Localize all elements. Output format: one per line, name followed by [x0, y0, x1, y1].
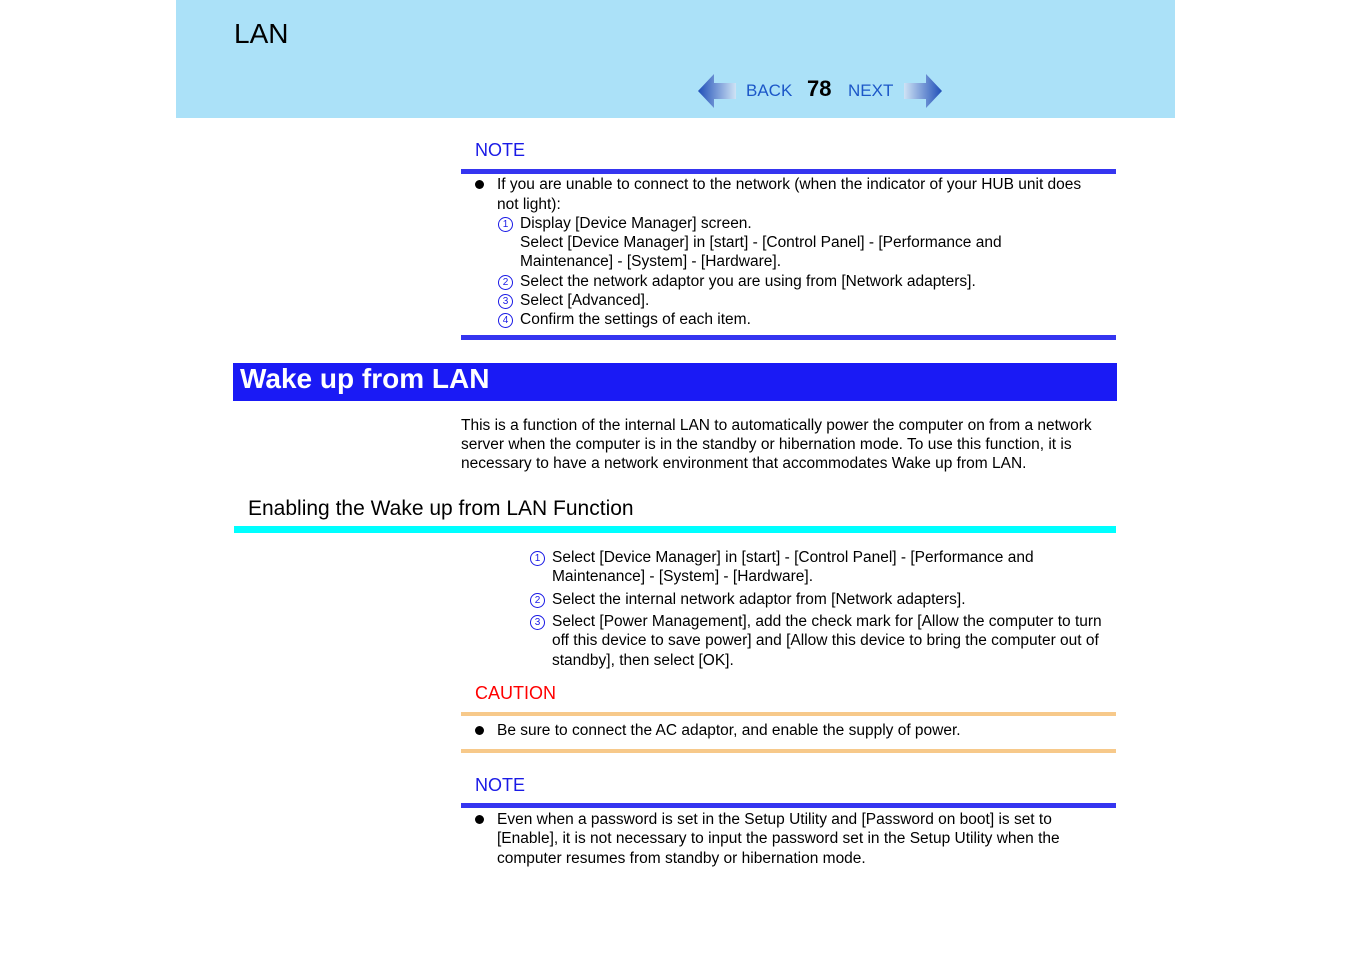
step-number-icon: 3	[498, 294, 513, 309]
subsection-step-text: standby], then select [OK].	[552, 652, 734, 669]
subsection-step-text: Select [Device Manager] in [start] - [Control Panel] - [Performance and	[552, 549, 1034, 566]
page-title: LAN	[234, 18, 289, 49]
caution-text: Be sure to connect the AC adaptor, and enable the supply of power.	[497, 722, 961, 739]
note-bottom-rule	[461, 335, 1116, 340]
step-number-icon: 2	[530, 593, 545, 608]
note-step-text: Display [Device Manager] screen.	[520, 215, 752, 232]
note-label: NOTE	[475, 775, 526, 795]
bullet-icon	[475, 180, 484, 189]
section-title: Wake up from LAN	[240, 363, 490, 394]
note-text-line: [Enable], it is not necessary to input the password set in the Setup Utility when the	[497, 830, 1060, 847]
note-step-text: Select the network adaptor you are using from [Network adapters].	[520, 273, 976, 290]
next-link[interactable]: NEXT	[848, 81, 894, 100]
subsection-step-text: Select [Power Management], add the check mark for [Allow the computer to turn	[552, 613, 1102, 630]
note-step-text: Confirm the settings of each item.	[520, 311, 751, 328]
step-number-icon: 4	[498, 313, 513, 328]
note-bullet-text-cont: not light):	[497, 196, 561, 213]
note-step-text: Select [Advanced].	[520, 292, 650, 309]
intro-paragraph-line: This is a function of the internal LAN to automatically power the computer on from a network	[461, 417, 1092, 434]
note-step-text: Maintenance] - [System] - [Hardware].	[520, 253, 782, 270]
next-arrow-icon[interactable]	[902, 72, 942, 110]
subsection-step-text: off this device to save power] and [Allow this device to bring the computer out of	[552, 632, 1099, 649]
subsection-rule	[234, 526, 1116, 533]
back-arrow-icon[interactable]	[698, 72, 738, 110]
note-text-line: Even when a password is set in the Setup Utility and [Password on boot] is set to	[497, 811, 1052, 828]
bullet-icon	[475, 815, 484, 824]
page-number: 78	[807, 76, 832, 101]
note-step-text: Select [Device Manager] in [start] - [Control Panel] - [Performance and	[520, 234, 1002, 251]
caution-bottom-rule	[461, 749, 1116, 753]
note-bullet-text: If you are unable to connect to the network (when the indicator of your HUB unit does	[497, 176, 1082, 193]
subsection-step-text: Maintenance] - [System] - [Hardware].	[552, 568, 814, 585]
intro-paragraph-line: server when the computer is in the standby or hibernation mode. To use this function, it is	[461, 436, 1072, 453]
subsection-step-text: Select the internal network adaptor from [Network adapters].	[552, 591, 966, 608]
caution-top-rule	[461, 712, 1116, 716]
note-label: NOTE	[475, 140, 526, 160]
intro-paragraph-line: necessary to have a network environment that accommodates Wake up from LAN.	[461, 455, 1027, 472]
caution-label: CAUTION	[475, 683, 556, 703]
note-top-rule	[461, 803, 1116, 808]
step-number-icon: 1	[498, 217, 513, 232]
note-text-line: computer resumes from standby or hibernation mode.	[497, 850, 866, 867]
subsection-title: Enabling the Wake up from LAN Function	[248, 497, 634, 520]
step-number-icon: 2	[498, 275, 513, 290]
note-top-rule	[461, 169, 1116, 174]
page-header	[176, 0, 1175, 118]
bullet-icon	[475, 726, 484, 735]
step-number-icon: 3	[530, 615, 545, 630]
back-link[interactable]: BACK	[746, 81, 793, 100]
section-heading-bar	[233, 363, 1117, 401]
step-number-icon: 1	[530, 551, 545, 566]
